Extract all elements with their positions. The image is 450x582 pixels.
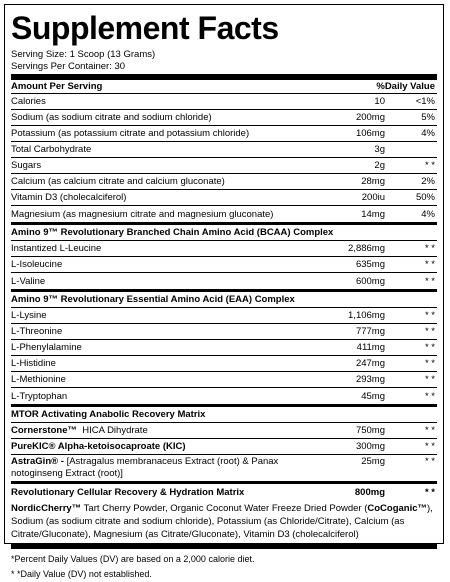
row-name: L-Isoleucine xyxy=(11,259,63,270)
table-row xyxy=(11,439,437,455)
table-row xyxy=(11,423,437,439)
row-name: Magnesium (as magnesium citrate and magnesium gluconate) xyxy=(11,208,274,220)
ingredient-text: ), Sodium (as sodium citrate and sodium chloride), Potassium (as Chloride/Citrate), Calcium (as Citrate/Gluconate), Magnesium (as Citrate/Gluconate), Vitamin D3 (cholecalciferol) xyxy=(11,503,433,540)
brand-name: CoCoganic™ xyxy=(367,503,428,514)
row-amount: 45mg xyxy=(361,390,385,402)
amount-header: Amount Per Serving xyxy=(11,81,103,92)
table-row xyxy=(11,190,437,206)
row-amount: 28mg xyxy=(361,176,385,187)
row-name: L-Threonine xyxy=(11,326,63,337)
row-amount: 200mg xyxy=(355,112,385,123)
brand-name: Cornerstone™ xyxy=(11,425,77,436)
row-amount: 3g xyxy=(374,144,385,155)
row-amount: 106mg xyxy=(355,128,385,139)
row-dv: 5% xyxy=(421,112,435,123)
table-row xyxy=(11,388,437,404)
not-established-footnote: * *Daily Value (DV) not established. xyxy=(11,569,152,579)
row-amount: 777mg xyxy=(355,326,385,337)
table-row xyxy=(11,94,437,110)
row-name: L-Methionine xyxy=(11,374,66,385)
mtor-section-title xyxy=(11,407,437,423)
row-amount: 200iu xyxy=(361,192,385,203)
row-dv: * * xyxy=(424,358,435,369)
table-row xyxy=(11,273,437,289)
row-name: Instantized L-Leucine xyxy=(11,243,102,254)
nutrient-rows xyxy=(11,94,437,222)
row-amount: 750mg xyxy=(355,425,385,436)
table-row xyxy=(11,455,437,481)
row-dv: 2% xyxy=(421,176,435,187)
row-dv: * * xyxy=(424,374,435,385)
row-name: L-Tryptophan xyxy=(11,390,68,402)
brand-name: AstraGin® - xyxy=(11,456,64,467)
table-row xyxy=(11,174,437,190)
dv-header: %Daily Value xyxy=(376,81,435,92)
row-name: Sodium (as sodium citrate and sodium chloride) xyxy=(11,112,212,123)
table-row xyxy=(11,110,437,126)
table-row xyxy=(11,142,437,158)
section-title: MTOR Activating Anabolic Recovery Matrix xyxy=(11,409,206,420)
row-name: Total Carbohydrate xyxy=(11,144,92,155)
brand-name: NordicCherry™ xyxy=(11,503,82,514)
row-name: Calcium (as calcium citrate and calcium gluconate) xyxy=(11,176,225,187)
row-name: Vitamin D3 (cholecalciferol) xyxy=(11,192,127,203)
row-name: L-Phenylalamine xyxy=(11,342,82,353)
section-title: Amino 9™ Revolutionary Branched Chain Amino Acid (BCAA) Complex xyxy=(11,227,334,238)
table-row xyxy=(11,372,437,388)
row-dv: * * xyxy=(424,342,435,353)
row-dv: * * xyxy=(424,486,435,498)
row-name: L-Histidine xyxy=(11,358,56,369)
table-row xyxy=(11,126,437,142)
ingredient-name: [Astragalus membranaceus Extract (root) & Panax notoginseng Extract (root)] xyxy=(11,456,279,479)
row-dv: * * xyxy=(424,243,435,254)
row-amount: 1,106mg xyxy=(348,310,385,321)
servings-per-container: Servings Per Container: 30 xyxy=(11,60,126,72)
row-name: L-Valine xyxy=(11,275,46,287)
dv-footnote: *Percent Daily Values (DV) are based on a 2,000 calorie diet. xyxy=(11,554,255,564)
supplement-facts-panel xyxy=(4,4,444,579)
row-dv: * * xyxy=(424,326,435,337)
row-amount: 293mg xyxy=(355,374,385,385)
row-dv: 4% xyxy=(421,128,435,139)
table-row xyxy=(11,324,437,340)
row-name: Calories xyxy=(11,96,46,107)
row-name: Potassium (as potassium citrate and potassium chloride) xyxy=(11,128,250,139)
row-name: L-Lysine xyxy=(11,310,47,321)
ingredient-text: Tart Cherry Powder, Organic Coconut Water Freeze Dried Powder ( xyxy=(81,503,368,514)
row-name: Sugars xyxy=(11,160,42,171)
footnotes xyxy=(11,549,437,582)
table-row xyxy=(11,356,437,372)
row-amount: 635mg xyxy=(355,259,385,270)
table-header xyxy=(11,80,437,94)
row-amount: 300mg xyxy=(355,441,385,452)
row-dv: * * xyxy=(424,425,435,436)
row-dv: * * xyxy=(424,456,435,467)
row-dv: * * xyxy=(424,441,435,452)
row-dv: <1% xyxy=(415,96,435,107)
row-dv: * * xyxy=(424,310,435,321)
row-amount: 411mg xyxy=(356,342,385,353)
table-row xyxy=(11,340,437,356)
row-dv: 4% xyxy=(421,208,435,220)
section-title: Revolutionary Cellular Recovery & Hydration Matrix xyxy=(11,486,245,498)
section-title: Amino 9™ Revolutionary Essential Amino Acid (EAA) Complex xyxy=(11,294,295,305)
row-amount: 14mg xyxy=(361,208,385,220)
row-amount: 247mg xyxy=(355,358,385,369)
bcaa-section-title xyxy=(11,225,437,241)
serving-size: Serving Size: 1 Scoop (13 Grams) xyxy=(11,49,156,60)
panel-title: Supplement Facts xyxy=(11,10,279,46)
row-dv: * * xyxy=(424,390,435,402)
recovery-section-title xyxy=(11,484,437,500)
row-dv: * * xyxy=(424,160,435,171)
row-dv: * * xyxy=(424,259,435,270)
ingredient-name: HICA Dihydrate xyxy=(76,425,148,436)
row-amount: 2g xyxy=(374,160,385,171)
table-row xyxy=(11,308,437,324)
eaa-section-title xyxy=(11,292,437,308)
row-name xyxy=(11,425,327,436)
row-dv: * * xyxy=(424,275,435,287)
table-row xyxy=(11,206,437,222)
row-amount: 25mg xyxy=(361,456,385,467)
row-amount: 10 xyxy=(374,96,385,107)
table-row xyxy=(11,158,437,174)
recovery-ingredients xyxy=(11,500,437,544)
row-name xyxy=(11,441,327,452)
table-row xyxy=(11,257,437,273)
row-name xyxy=(11,455,327,480)
brand-name: PureKIC® Alpha-ketoisocaproate (KIC) xyxy=(11,441,186,452)
row-amount: 2,886mg xyxy=(348,243,385,254)
row-dv: 50% xyxy=(415,192,435,203)
row-amount: 600mg xyxy=(355,275,385,287)
table-row xyxy=(11,241,437,257)
row-amount: 800mg xyxy=(354,486,385,498)
